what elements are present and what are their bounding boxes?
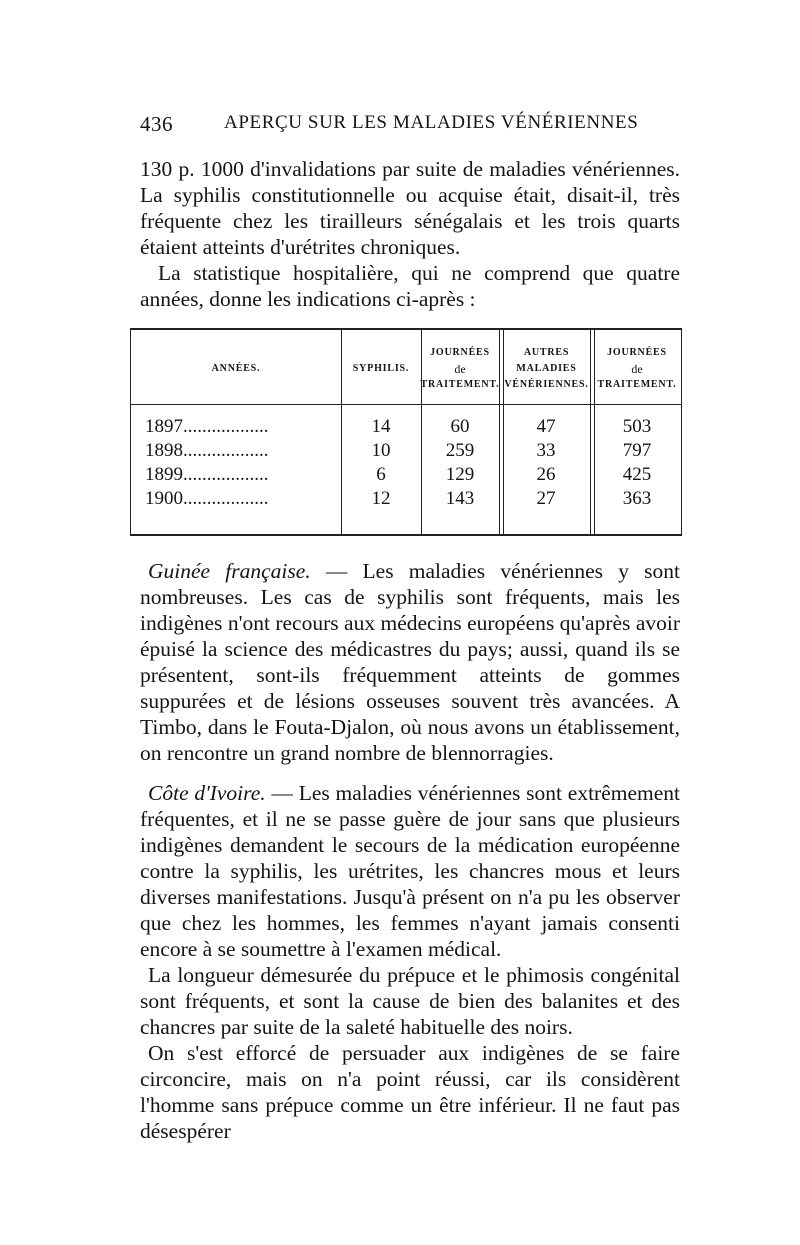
paragraph-cote-ivoire: Côte d'Ivoire. — Les maladies vénériennes sont extrêmement fréquentes, et il ne se passe guère de jour sans que plusieurs indigènes demandent le secours de la médication européenne contre la syphilis, les urétrites, les chancres mous et leurs diverses manifestations. Jusqu'à présent on n'a pu les observer que chez les hommes, les femmes n'ayant jamais consenti encore à se soumettre à l'examen médical. — [140, 781, 680, 961]
section-title-cote-ivoire: Côte d'Ivoire. — [148, 781, 266, 805]
header-syphilis: SYPHILIS. — [352, 363, 410, 374]
table-row: 1899.................. 6 129 26 425 — [145, 464, 652, 485]
running-title: APERÇU SUR LES MALADIES VÉNÉRIENNES — [224, 112, 639, 133]
paragraph-invalidations: 130 p. 1000 d'invalidations par suite de maladies vénériennes. La syphilis constitutionnelle ou acquise était, disait-il, très fréquente chez les tirailleurs sénégalais et les trois quarts étaient atteints d'urétrites chroniques. — [140, 157, 680, 259]
page-header — [140, 112, 680, 148]
book-page — [140, 112, 680, 1144]
paragraph-effort: On s'est efforcé de persuader aux indigènes de se faire circoncire, mais on n'a point réussi, car ils considèrent l'homme sans prépuce comme un être inférieur. Il ne faut pas désespérer — [140, 1041, 680, 1143]
hospital-statistics-table — [130, 328, 682, 536]
paragraph-statistique: La statistique hospitalière, qui ne comprend que quatre années, donne les indications ci-après : — [140, 261, 680, 311]
header-journees-1: JOURNÉES de TRAITEMENT. — [420, 347, 500, 390]
paragraph-longueur: La longueur démesurée du prépuce et le phimosis congénital sont fréquents, et sont la cause de bien des balanites et des chancres par suite de la saleté habituelle des noirs. — [140, 963, 680, 1039]
table-row: 1898.................. 10 259 33 797 — [145, 440, 652, 461]
table-row: 1897.................. 14 60 47 503 — [145, 416, 652, 437]
header-annees: ANNÉES. — [211, 363, 261, 374]
section-title-guinee: Guinée française. — [148, 559, 311, 583]
page-number: 436 — [140, 112, 173, 136]
paragraph-guinee: Guinée française. — Les maladies vénériennes y sont nombreuses. Les cas de syphilis sont fréquents, mais les indigènes n'ont recours aux médecins européens qu'après avoir épuisé la science des médicastres du pays; aussi, quand ils se présentent, sont-ils fréquemment atteints de gommes suppurées et de lésions osseuses souvent très avancées. A Timbo, dans le Fouta-Djalon, où nous avons un établissement, on rencontre un grand nombre de blennorragies. — [140, 559, 680, 765]
header-journees-2: JOURNÉES de TRAITEMENT. — [597, 347, 677, 390]
table-row: 1900.................. 12 143 27 363 — [145, 488, 652, 509]
header-autres-maladies: AUTRES MALADIES VÉNÉRIENNES. — [504, 347, 589, 390]
header-separator — [131, 404, 681, 405]
